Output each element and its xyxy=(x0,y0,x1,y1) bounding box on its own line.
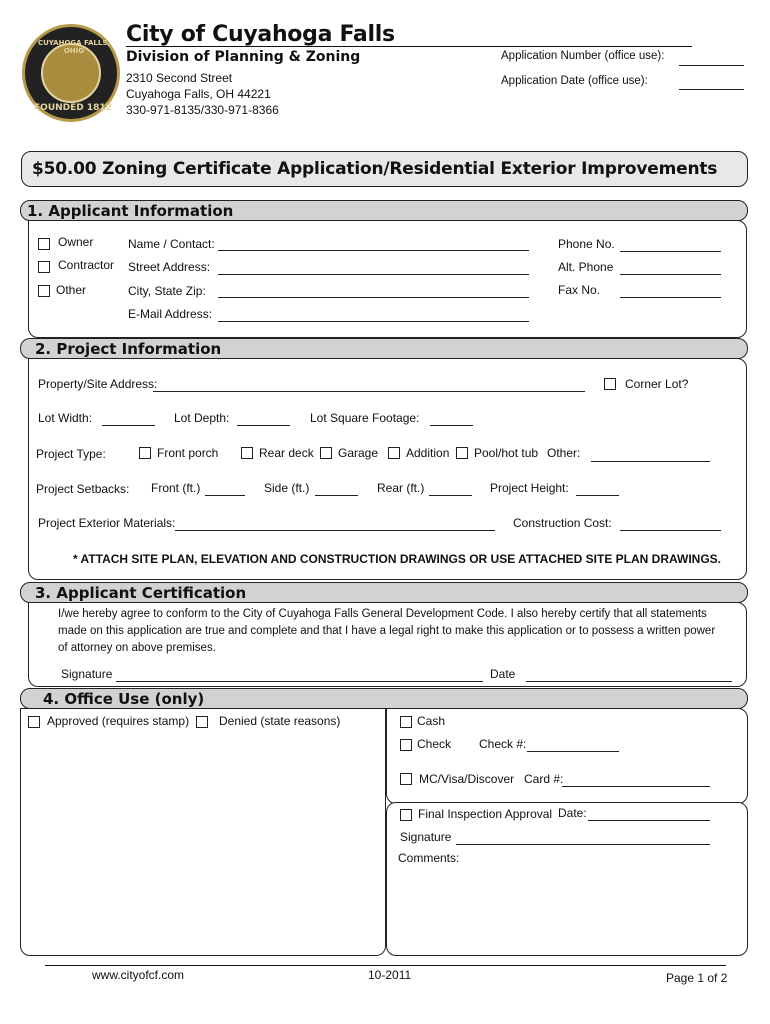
app-date-label: Application Date (office use): xyxy=(501,75,648,87)
app-number-label: Application Number (office use): xyxy=(501,50,665,62)
city-name: City of Cuyahoga Falls xyxy=(126,22,395,47)
materials-field[interactable] xyxy=(175,530,495,531)
address-line2: Cuyahoga Falls, OH 44221 xyxy=(126,87,271,101)
side-setback-field[interactable] xyxy=(315,495,358,496)
card-number-label: Card #: xyxy=(524,772,564,786)
rear-deck-checkbox[interactable] xyxy=(241,447,253,459)
alt-phone-label: Alt. Phone xyxy=(558,260,614,274)
denied-label: Denied (state reasons) xyxy=(219,714,341,728)
denied-checkbox[interactable] xyxy=(196,716,208,728)
section3-header xyxy=(20,582,748,603)
section4-header xyxy=(20,688,748,709)
division-name: Division of Planning & Zoning xyxy=(126,49,361,65)
name-contact-label: Name / Contact: xyxy=(128,237,215,251)
garage-label: Garage xyxy=(338,446,379,460)
inspection-signature-field[interactable] xyxy=(456,844,710,845)
front-porch-label: Front porch xyxy=(157,446,219,460)
date-field[interactable] xyxy=(526,681,732,682)
office-left-box xyxy=(20,708,386,956)
addition-label: Addition xyxy=(406,446,450,460)
app-number-field[interactable] xyxy=(679,65,744,66)
email-label: E-Mail Address: xyxy=(128,307,213,321)
city-state-zip-label: City, State Zip: xyxy=(128,284,206,298)
certification-line2: made on this application are true and complete and that I have a legal right to make this application or to possess a written power xyxy=(58,625,716,637)
section4-title: 4. Office Use (only) xyxy=(43,690,205,708)
form-title: $50.00 Zoning Certificate Application/Residential Exterior Improvements xyxy=(32,159,718,179)
phone-field[interactable] xyxy=(620,251,721,252)
inspection-signature-label: Signature xyxy=(400,830,452,844)
card-checkbox[interactable] xyxy=(400,773,412,785)
section1-header xyxy=(20,200,748,221)
street-address-label: Street Address: xyxy=(128,260,211,274)
title-banner xyxy=(21,151,748,187)
office-inspection-box xyxy=(386,802,748,956)
section2-title: 2. Project Information xyxy=(35,340,222,358)
lot-depth-field[interactable] xyxy=(237,425,290,426)
section1-title: 1. Applicant Information xyxy=(27,202,234,220)
fax-label: Fax No. xyxy=(558,283,601,297)
approved-label: Approved (requires stamp) xyxy=(47,714,190,728)
materials-label: Project Exterior Materials: xyxy=(38,516,176,530)
project-type-label: Project Type: xyxy=(36,447,106,461)
pool-hot-tub-label: Pool/hot tub xyxy=(474,446,539,460)
other-checkbox[interactable] xyxy=(38,285,50,297)
name-contact-field[interactable] xyxy=(218,250,529,251)
other-type-label: Other: xyxy=(547,446,581,460)
check-checkbox[interactable] xyxy=(400,739,412,751)
email-field[interactable] xyxy=(218,321,529,322)
setbacks-label: Project Setbacks: xyxy=(36,482,130,496)
check-label: Check xyxy=(417,737,452,751)
certification-line3: of attorney on above premises. xyxy=(58,642,216,654)
owner-label: Owner xyxy=(58,235,94,249)
signature-field[interactable] xyxy=(116,681,483,682)
section2-header xyxy=(20,338,748,359)
pool-hot-tub-checkbox[interactable] xyxy=(456,447,468,459)
date-label: Date xyxy=(490,667,516,681)
card-number-field[interactable] xyxy=(562,786,710,787)
header-rule xyxy=(126,46,692,47)
final-inspection-checkbox[interactable] xyxy=(400,809,412,821)
inspection-date-field[interactable] xyxy=(588,820,710,821)
comments-label: Comments: xyxy=(398,851,460,865)
front-setback-field[interactable] xyxy=(205,495,245,496)
project-height-field[interactable] xyxy=(576,495,619,496)
phone-label: Phone No. xyxy=(558,237,615,251)
footer-revision: 10-2011 xyxy=(368,968,412,982)
front-porch-checkbox[interactable] xyxy=(139,447,151,459)
lot-width-field[interactable] xyxy=(102,425,155,426)
cash-checkbox[interactable] xyxy=(400,716,412,728)
cash-label: Cash xyxy=(417,714,446,728)
seal-bottom-text: FOUNDED 1812 xyxy=(34,103,112,113)
addition-checkbox[interactable] xyxy=(388,447,400,459)
lot-sqft-field[interactable] xyxy=(430,425,473,426)
owner-checkbox[interactable] xyxy=(38,238,50,250)
attach-drawings-note: * ATTACH SITE PLAN, ELEVATION AND CONSTRUCTION DRAWINGS OR USE ATTACHED SITE PLAN DRAWINGS. xyxy=(73,552,721,566)
certification-line1: I/we hereby agree to conform to the City of Cuyahoga Falls General Development Code. I also hereby certify that all statements xyxy=(58,608,707,620)
street-address-field[interactable] xyxy=(218,274,529,275)
fax-field[interactable] xyxy=(620,297,721,298)
corner-lot-checkbox[interactable] xyxy=(604,378,616,390)
check-number-label: Check #: xyxy=(479,737,527,751)
city-state-zip-field[interactable] xyxy=(218,297,529,298)
footer-page-number: Page 1 of 2 xyxy=(666,971,728,985)
footer-url[interactable]: www.cityofcf.com xyxy=(92,968,185,982)
construction-cost-label: Construction Cost: xyxy=(513,516,612,530)
other-type-field[interactable] xyxy=(591,461,710,462)
corner-lot-label: Corner Lot? xyxy=(625,377,689,391)
final-inspection-label: Final Inspection Approval xyxy=(418,807,553,821)
rear-setback-field[interactable] xyxy=(429,495,472,496)
approved-checkbox[interactable] xyxy=(28,716,40,728)
city-seal xyxy=(22,24,120,122)
lot-sqft-label: Lot Square Footage: xyxy=(310,411,420,425)
contractor-checkbox[interactable] xyxy=(38,261,50,273)
app-date-field[interactable] xyxy=(679,89,744,90)
inspection-date-label: Date: xyxy=(558,806,587,820)
property-address-field[interactable] xyxy=(153,391,585,392)
seal-top-text: CUYAHOGA FALLS, OHIO xyxy=(37,39,111,55)
lot-width-label: Lot Width: xyxy=(38,411,93,425)
contractor-label: Contractor xyxy=(58,258,115,272)
section3-title: 3. Applicant Certification xyxy=(35,584,247,602)
footer-rule xyxy=(45,965,726,966)
address-line1: 2310 Second Street xyxy=(126,71,233,85)
front-setback-label: Front (ft.) xyxy=(151,481,201,495)
signature-label: Signature xyxy=(61,667,113,681)
lot-depth-label: Lot Depth: xyxy=(174,411,230,425)
other-label: Other xyxy=(56,283,87,297)
phone-numbers: 330-971-8135/330-971-8366 xyxy=(126,103,279,117)
garage-checkbox[interactable] xyxy=(320,447,332,459)
card-label: MC/Visa/Discover xyxy=(419,772,515,786)
alt-phone-field[interactable] xyxy=(620,274,721,275)
side-setback-label: Side (ft.) xyxy=(264,481,310,495)
check-number-field[interactable] xyxy=(527,751,619,752)
project-height-label: Project Height: xyxy=(490,481,569,495)
rear-deck-label: Rear deck xyxy=(259,446,314,460)
rear-setback-label: Rear (ft.) xyxy=(377,481,425,495)
property-address-label: Property/Site Address: xyxy=(38,377,158,391)
construction-cost-field[interactable] xyxy=(620,530,721,531)
